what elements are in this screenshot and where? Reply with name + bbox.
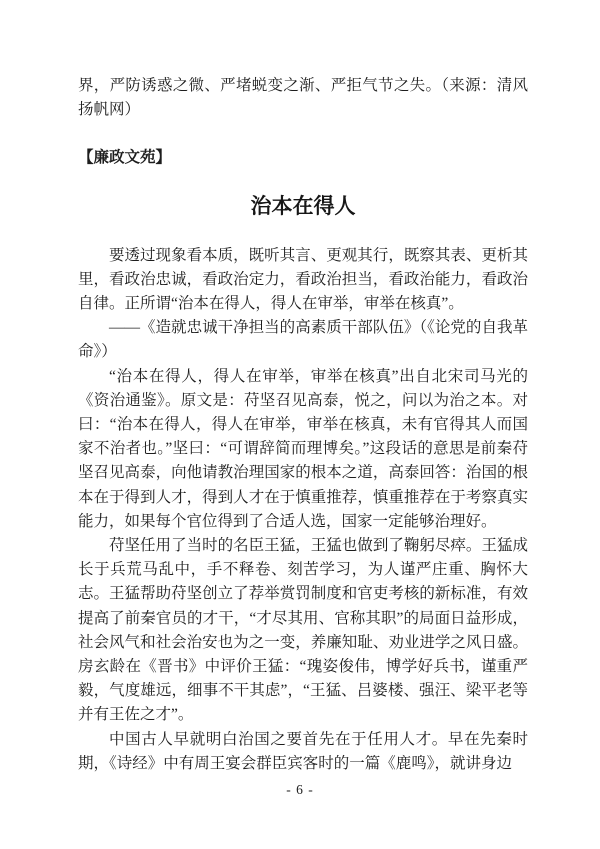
section-header: 【廉政文苑】 [78,149,172,167]
page-number: - 6 - [286,782,314,797]
paragraph: 中国古人早就明白治国之要首先在于任用人才。早在先秦时期，《诗经》中有周王宴会群臣宾客时的一篇《鹿鸣》，就讲身边 [78,730,528,772]
paragraph-continuation: 界，严防诱惑之微、严堵蜕变之渐、严拒气节之失。（来源：清风扬帆网） [78,77,528,119]
paragraph: 苻坚任用了当时的名臣王猛，王猛也做到了鞠躬尽瘁。王猛成长于兵荒马乱中，手不释卷、刻苦学习，为人谨严庄重、胸怀大志。王猛帮助苻坚创立了荐举赏罚制度和官吏考核的新标准，有效提高了前秦官员的才干，“才尽其用、官称其职”的局面日益形成，社会风气和社会治安也为之一变，养廉知耻、劝业进学之风日盛。房玄龄在《晋书》中评价王猛：“瑰姿俊伟，博学好兵书，谨重严毅，气度雄远，细事不干其虑”，“王猛、吕婆楼、强汪、梁平老等并有王佐之才”。 [78,537,528,724]
article-body [78,244,528,776]
paragraph-attribution: ——《造就忠诚干净担当的高素质干部队伍》（《论党的自我革命》） [78,319,528,361]
article-title: 治本在得人 [250,193,356,218]
paragraph: “治本在得人，得人在审举，审举在核真”出自北宋司马光的《资治通鉴》。原文是：苻坚召见高泰，悦之，问以为治之本。对曰：“治本在得人，得人在审举，审举在核真，未有官得其人而国家不治者也。”坚曰：“可谓辞简而理博矣。”这段话的意思是前秦苻坚召见高泰，向他请教治理国家的根本之道，高泰回答：治国的根本在于得到人才，得到人才在于慎重推荐，慎重推荐在于考察真实能力，如果每个官位得到了合适人选，国家一定能够治理好。 [78,367,528,530]
paragraph: 要透过现象看本质，既听其言、更观其行，既察其表、更析其里，看政治忠诚，看政治定力，看政治担当，看政治能力，看政治自律。正所谓“治本在得人，得人在审举，审举在核真”。 [78,246,528,313]
